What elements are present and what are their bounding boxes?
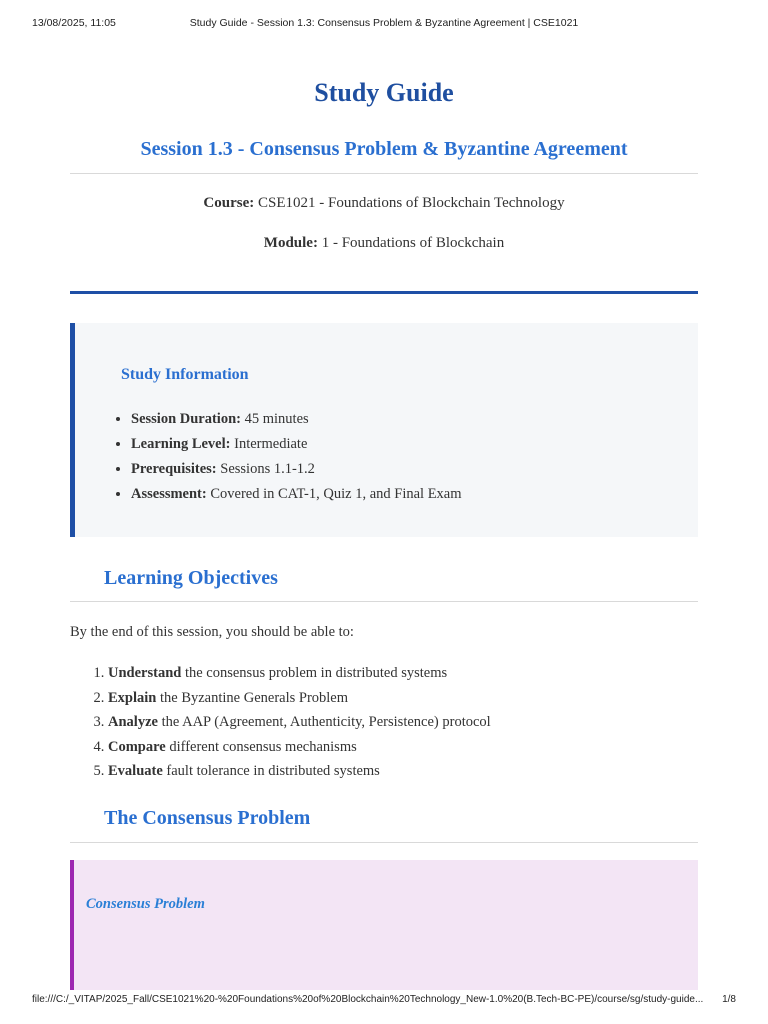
study-info-item: [131, 407, 462, 432]
consensus-problem-box: [70, 860, 698, 990]
course-label: Course:: [203, 195, 255, 211]
study-info-value: Sessions 1.1-1.2: [220, 461, 315, 477]
module-label: Module:: [263, 235, 318, 251]
module-line: [0, 235, 768, 252]
objectives-intro: By the end of this session, you should be able to:: [70, 624, 354, 640]
objective-text: fault tolerance in distributed systems: [166, 763, 380, 779]
study-info-box: [70, 323, 698, 537]
objective-item: [108, 710, 491, 735]
study-info-label: Session Duration:: [131, 411, 241, 427]
course-value: CSE1021 - Foundations of Blockchain Technology: [258, 195, 565, 211]
objective-item: [108, 661, 491, 686]
study-info-label: Learning Level:: [131, 436, 231, 452]
module-value: 1 - Foundations of Blockchain: [321, 235, 505, 251]
consensus-problem-box-title: Consensus Problem: [86, 896, 205, 912]
objective-item: [108, 735, 491, 760]
study-info-item: [131, 457, 462, 482]
objectives-list: [88, 661, 491, 784]
objective-text: the AAP (Agreement, Authenticity, Persistence) protocol: [161, 714, 491, 730]
print-datetime: 13/08/2025, 11:05: [32, 17, 116, 29]
objective-verb: Explain: [108, 689, 157, 706]
print-file-path: file:///C:/_VITAP/2025_Fall/CSE1021%20-%20Foundations%20of%20Blockchain%20Technology_New-1.0%20(B.Tech-BC-PE)/course/sg/study-guide...: [32, 994, 704, 1005]
study-info-value: Covered in CAT-1, Quiz 1, and Final Exam: [210, 486, 462, 502]
learning-objectives-heading: Learning Objectives: [104, 567, 278, 589]
page-subtitle: Session 1.3 - Consensus Problem & Byzantine Agreement: [140, 138, 628, 160]
study-info-label: Assessment:: [131, 486, 207, 502]
course-line: [0, 195, 768, 212]
objective-text: the Byzantine Generals Problem: [159, 689, 349, 706]
section-divider: [70, 842, 698, 843]
section-divider: [70, 601, 698, 602]
objective-verb: Evaluate: [108, 763, 163, 779]
objective-item: [108, 759, 491, 784]
study-info-value: Intermediate: [234, 436, 308, 452]
page-title: Study Guide: [314, 78, 454, 107]
study-info-label: Prerequisites:: [131, 461, 217, 477]
objective-verb: Analyze: [108, 714, 158, 730]
objective-item: [108, 686, 491, 711]
title-divider: [70, 173, 698, 174]
study-info-value: 45 minutes: [244, 411, 309, 427]
study-info-item: [131, 432, 462, 457]
study-info-title: Study Information: [121, 366, 249, 383]
objective-text: different consensus mechanisms: [169, 738, 357, 755]
print-page-number: 1/8: [722, 994, 736, 1005]
objective-text: the consensus problem in distributed systems: [184, 665, 448, 681]
study-info-list: [111, 407, 462, 507]
objective-verb: Compare: [108, 738, 166, 755]
study-info-item: [131, 482, 462, 507]
header-divider: [70, 291, 698, 294]
consensus-problem-heading: The Consensus Problem: [104, 807, 311, 829]
print-document-title: Study Guide - Session 1.3: Consensus Problem & Byzantine Agreement | CSE1021: [189, 17, 579, 29]
objective-verb: Understand: [108, 665, 182, 681]
